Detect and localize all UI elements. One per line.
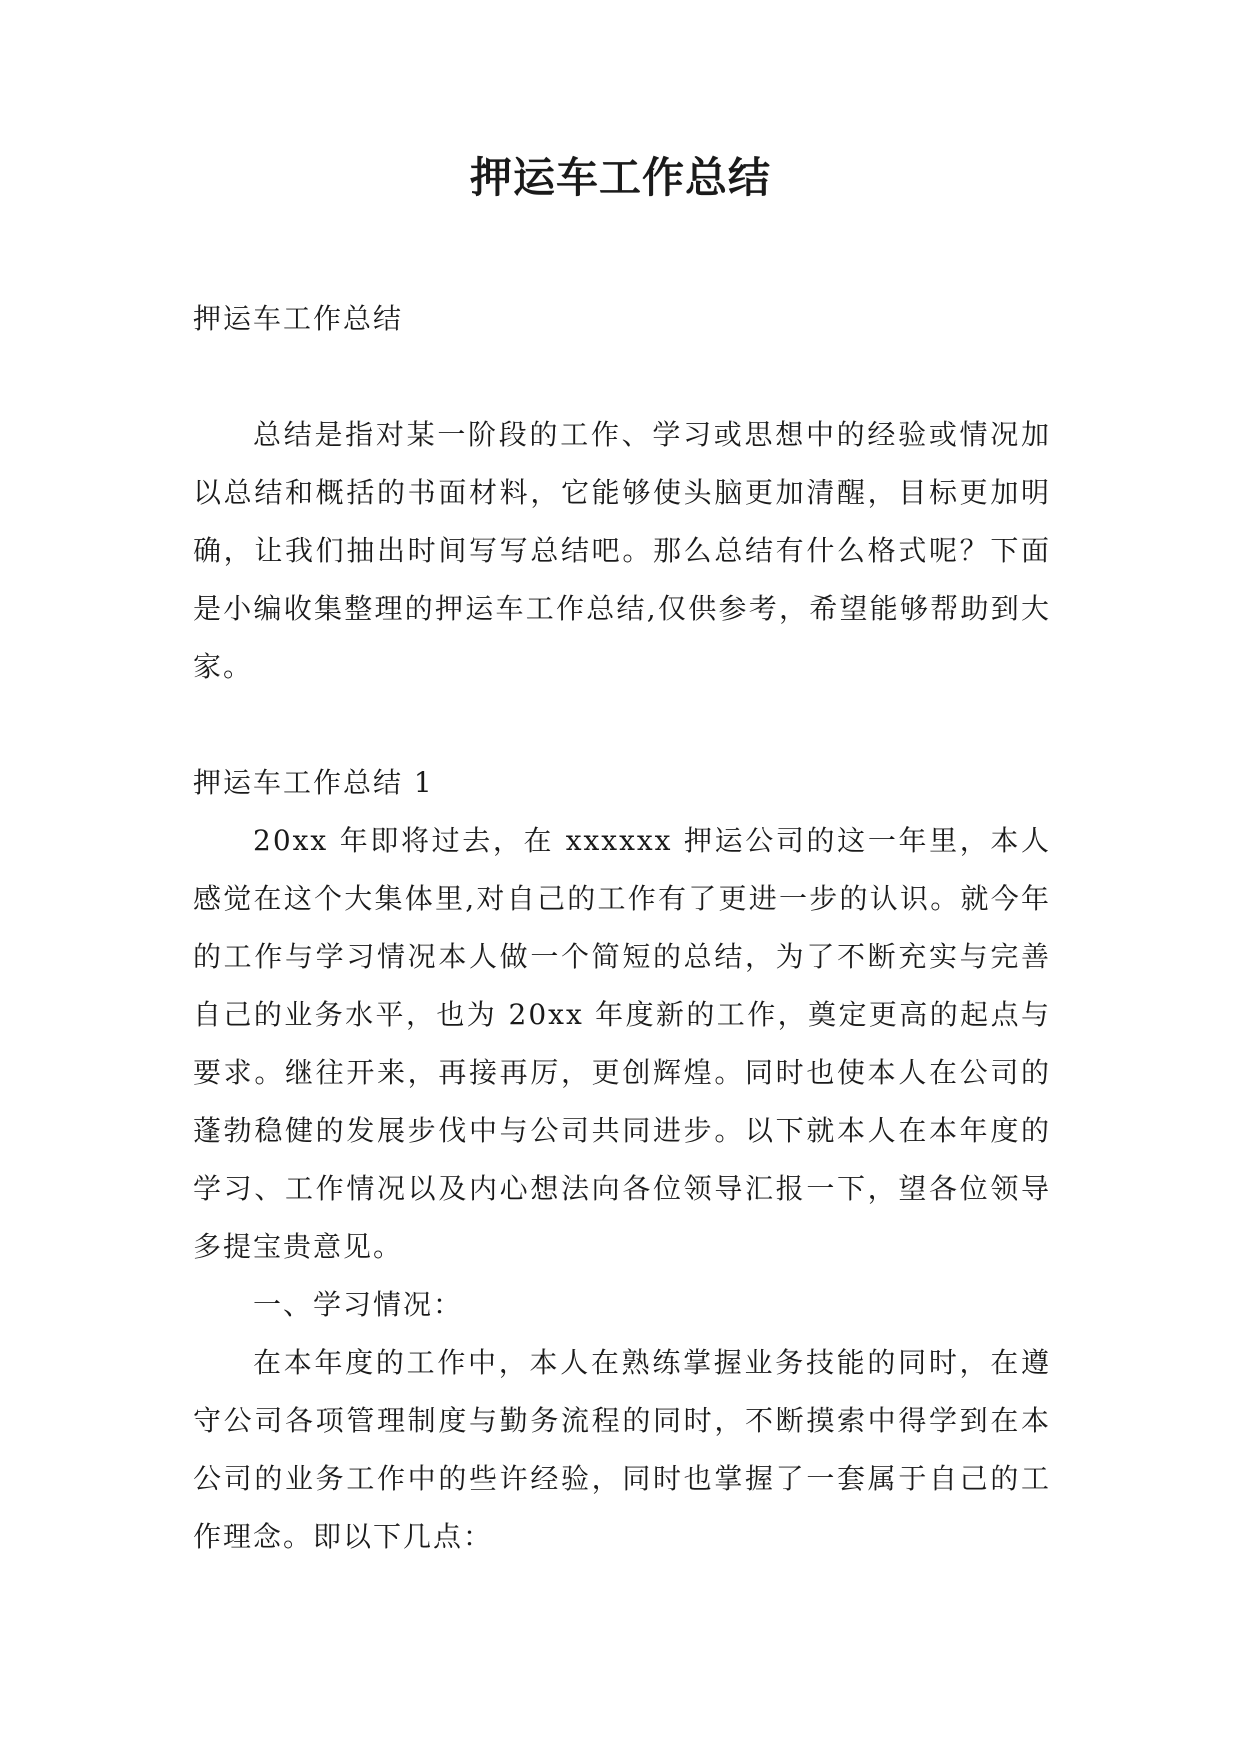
document-title: 押运车工作总结	[469, 153, 771, 202]
document-body	[193, 290, 1051, 1566]
intro-paragraph: 总结是指对某一阶段的工作、学习或思想中的经验或情况加以总结和概括的书面材料，它能够使头脑更加清醒，目标更加明确，让我们抽出时间写写总结吧。那么总结有什么格式呢？下面是小编收集整理的押运车工作总结,仅供参考，希望能够帮助到大家。	[193, 418, 1051, 683]
study-paragraph: 在本年度的工作中，本人在熟练掌握业务技能的同时，在遵守公司各项管理制度与勤务流程的同时，不断摸索中得学到在本公司的业务工作中的些许经验，同时也掌握了一套属于自己的工作理念。即以下几点：	[193, 1346, 1051, 1553]
document-subtitle: 押运车工作总结	[193, 302, 404, 335]
section-paragraph: 20xx 年即将过去，在 xxxxxx 押运公司的这一年里，本人感觉在这个大集体里,对自己的工作有了更进一步的认识。就今年的工作与学习情况本人做一个简短的总结，为了不断充实与完善自己的业务水平，也为 20xx 年度新的工作，奠定更高的起点与要求。继往开来，再接再厉，更创辉煌。同时也使本人在公司的蓬勃稳健的发展步伐中与公司共同进步。以下就本人在本年度的学习、工作情况以及内心想法向各位领导汇报一下，望各位领导多提宝贵意见。	[193, 824, 1051, 1263]
study-heading: 一、学习情况：	[253, 1288, 464, 1321]
section-heading: 押运车工作总结 1	[193, 766, 434, 799]
